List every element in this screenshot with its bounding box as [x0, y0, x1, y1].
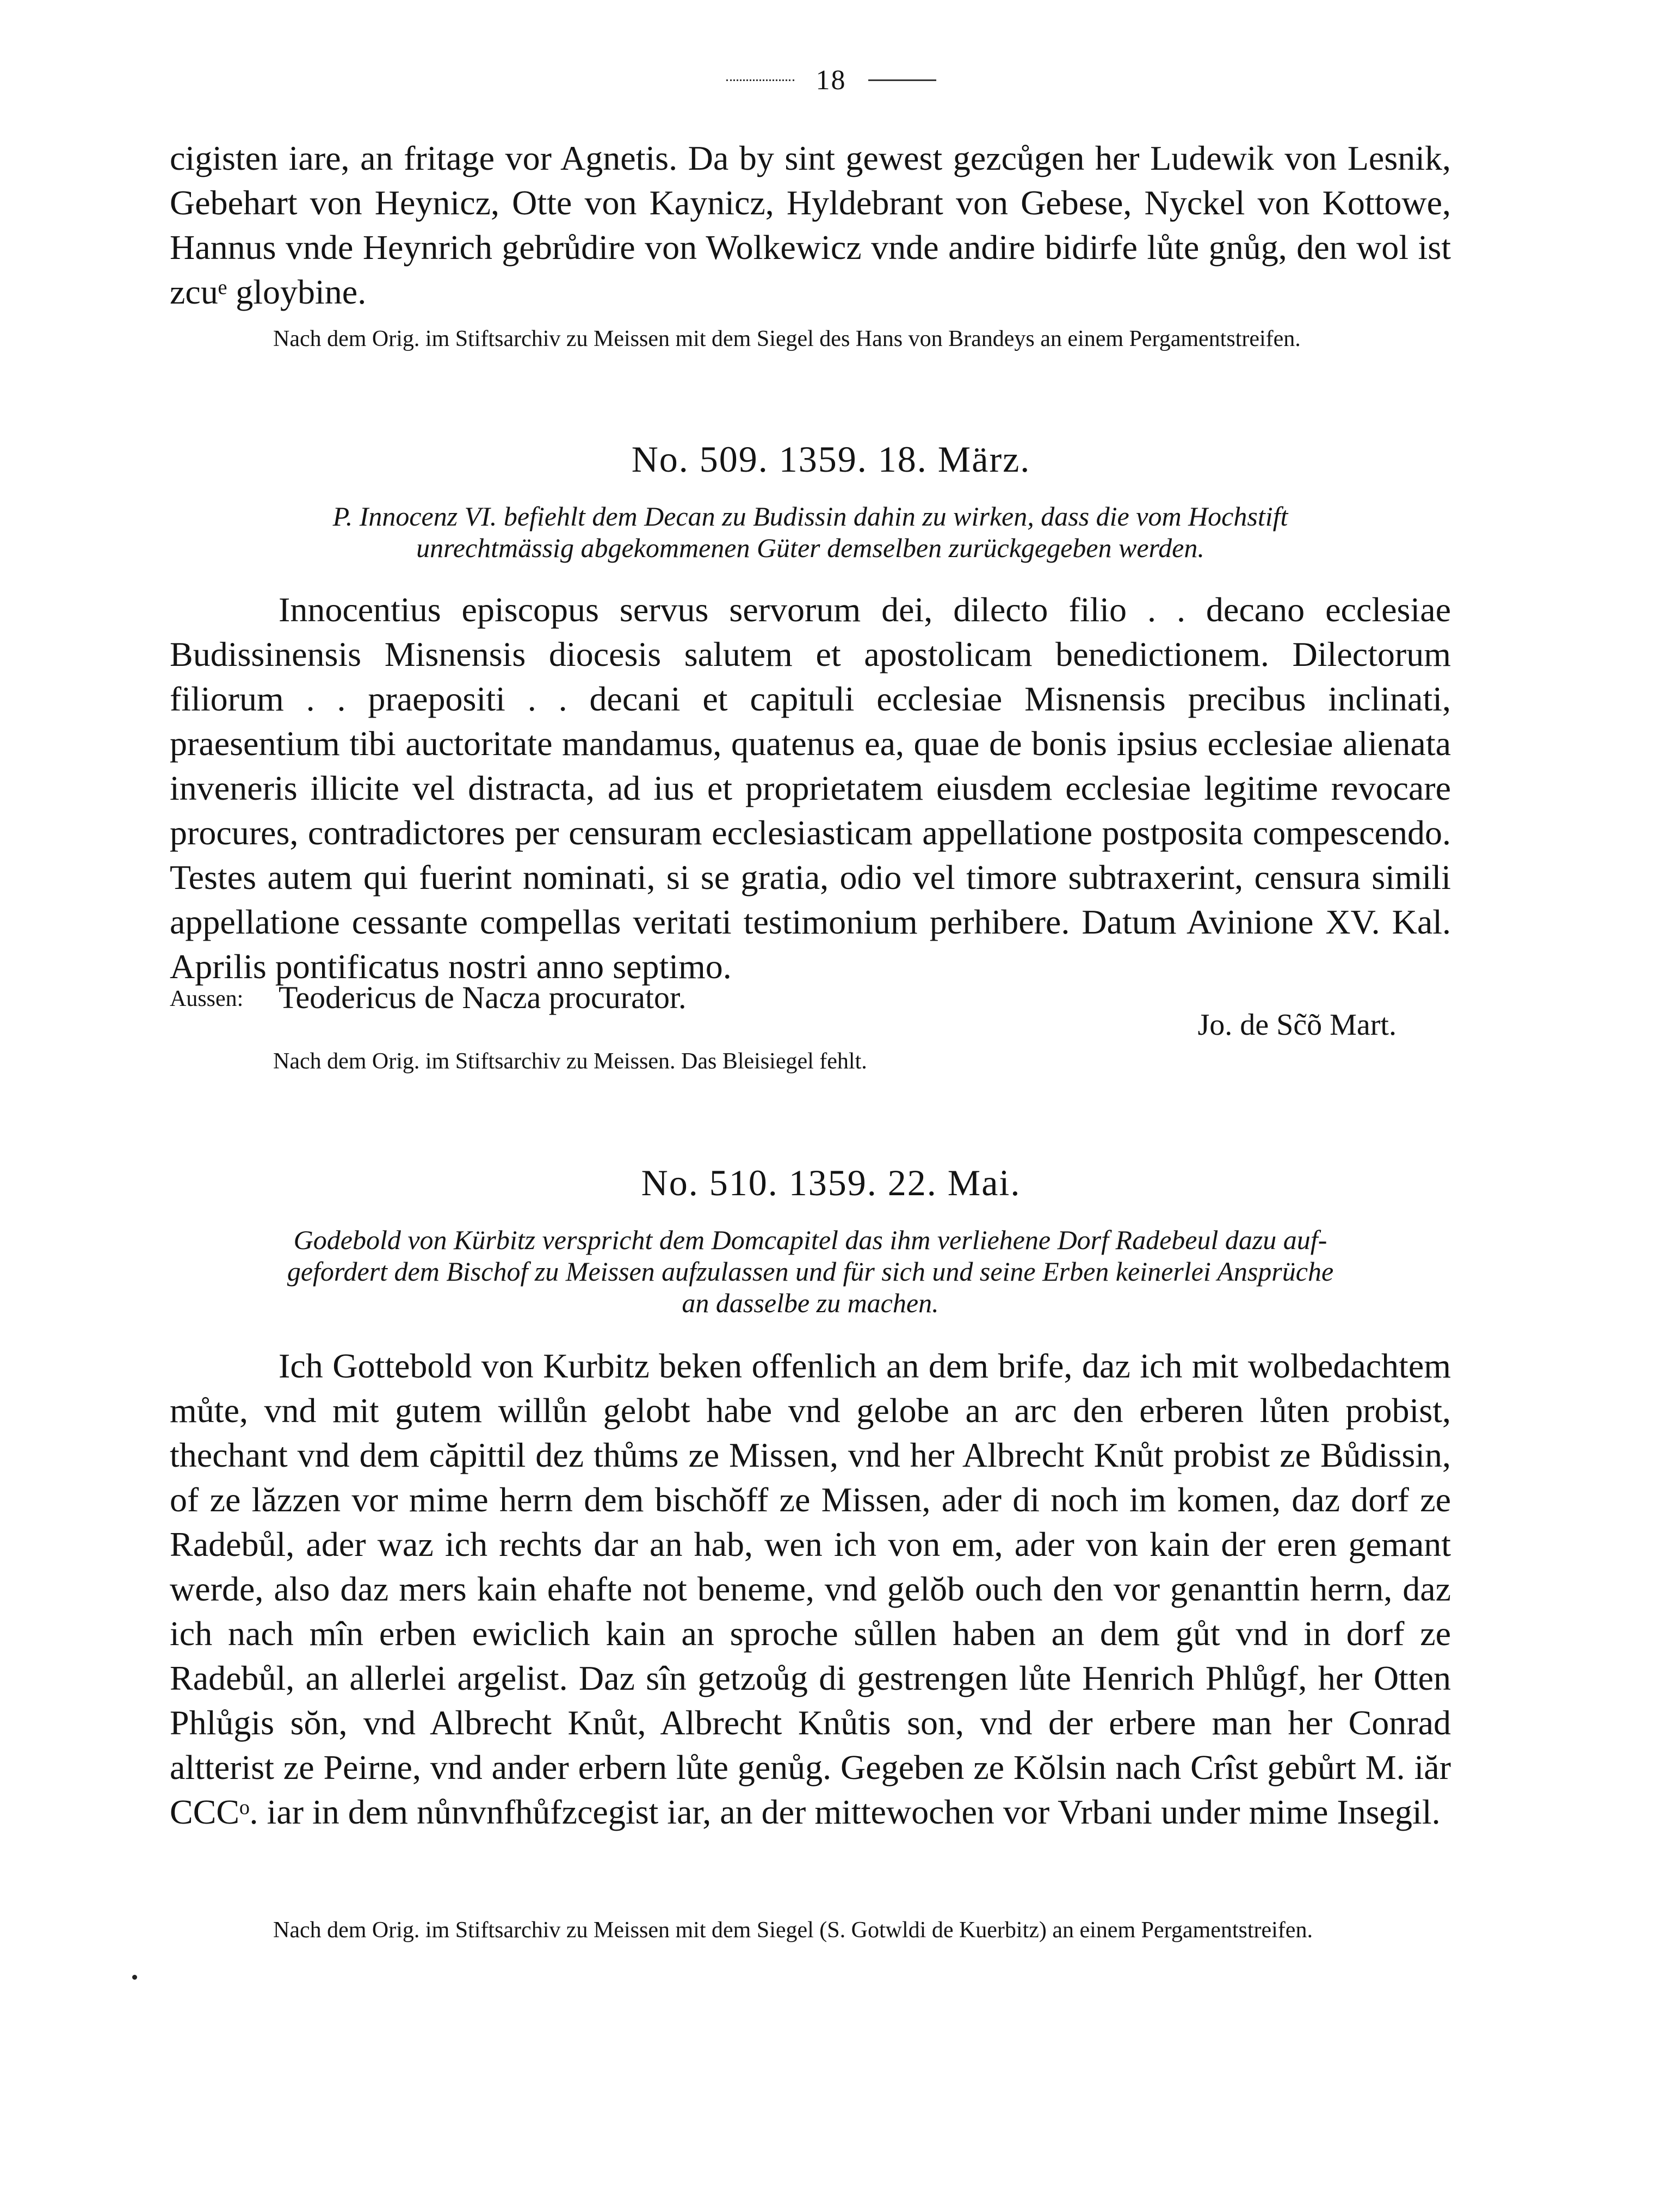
doc509-note-block — [170, 1043, 1451, 1079]
continuation-block — [170, 136, 1451, 314]
doc510-note-block — [170, 1912, 1451, 1948]
running-head — [0, 64, 1662, 96]
continuation-note-block — [170, 321, 1451, 357]
doc509-regest-line: P. Innocenz VI. befiehlt dem Decan zu Budissin dahin zu wirken, dass die vom Hochstift — [332, 501, 1288, 532]
doc509-source-note: Nach dem Orig. im Stiftsarchiv zu Meissen. Das Bleisiegel fehlt. — [273, 1049, 867, 1074]
header-rule-left — [726, 79, 794, 81]
doc509-signature: Jo. de Sc̃õ Mart. — [1197, 1008, 1397, 1042]
doc510-text: Ich Gottebold von Kurbitz beken offenlich an dem brife, daz ich mit wolbedachtem můte, vnd mit gutem willůn gelobt habe vnd gelobe an arc den erberen lůten probist, thechant vnd dem căpittil dez thůms ze Missen, vnd her Albrecht Knůt probist ze Bůdissin, of ze lăzzen vor mime herrn dem bischŏff ze Missen, ader di noch im komen, daz dorf ze Radebůl, ader waz ich rechts dar an hab, wen ich von em, ader von kain der eren gemant werde, also daz mers kain ehafte not beneme, vnd gelŏb ouch den vor genanttin herrn, daz ich nach mîn erben ewiclich kain an sproche sůllen haben an dem gůt vnd in dorf ze Radebůl, an allerlei argelist. Daz sîn getzoůg di gestrengen lůte Henrich Phlůgf, her Otten Phlůgis sŏn, vnd Albrecht Knůt, Albrecht Knůtis son, vnd der erbere man her Conrad altterist ze Peirne, vnd ander erbern lůte genůg. Gegeben ze Kŏlsin nach Crîst gebůrt M. iăr CCCᵒ. iar in dem nůnvnfhůfzcegist iar, an der mittewochen vor Vrbani under mime Insegil. — [170, 1346, 1451, 1831]
doc509-body — [170, 588, 1451, 989]
header-rule-right — [868, 79, 936, 81]
doc510-regest-line: an dasselbe zu machen. — [682, 1288, 939, 1318]
doc510-source-note: Nach dem Orig. im Stiftsarchiv zu Meissen mit dem Siegel (S. Gotwldi de Kuerbitz) an einem Pergamentstreifen. — [273, 1918, 1313, 1943]
doc510-regest — [170, 1224, 1451, 1319]
doc509-text: Innocentius episcopus servus servorum dei, dilecto filio . . decano ecclesiae Budissinensis Misnensis diocesis salutem et apostolicam benedictionem. Dilectorum filiorum . . praepositi . . decani et capituli ecclesiae Misnensis precibus inclinati, praesentium tibi auctoritate mandamus, quatenus ea, quae de bonis ipsius ecclesiae alienata inveneris illicite vel distracta, ad ius et proprietatem eiusdem ecclesiae legitime revocare procures, contradictores per censuram ecclesiasticam appellatione postposita compescendo. Testes autem qui fuerint nominati, si se gratia, odio vel timore subtraxerint, censura simili appellatione cessante compellas veritati testimonium perhibere. Datum Avinione XV. Kal. Aprilis pontificatus nostri anno septimo. — [170, 590, 1451, 986]
continuation-source-note: Nach dem Orig. im Stiftsarchiv zu Meissen mit dem Siegel des Hans von Brandeys an einem Pergamentstreifen. — [273, 326, 1301, 351]
doc510-body — [170, 1344, 1451, 1834]
doc510-regest-line: gefordert dem Bischof zu Meissen aufzulassen und für sich und seine Erben keinerlei Ansprüche — [287, 1256, 1334, 1287]
aussen-text: Teodericus de Nacza procurator. — [279, 980, 687, 1015]
aussen-label: Aussen: — [170, 986, 244, 1011]
doc509-regest-line: unrechtmässig abgekommenen Güter demselben zurückgegeben werden. — [416, 533, 1204, 563]
page-number: 18 — [815, 65, 847, 96]
doc509-regest — [170, 501, 1451, 564]
continuation-text: cigisten iare, an fritage vor Agnetis. Da by sint gewest gezcůgen her Ludewik von Lesnik, Gebehart von Heynicz, Otte von Kaynicz, Hyldebrant von Gebese, Nyckel von Kottowe, Hannus vnde Heynrich gebrůdire von Wolkewicz vnde andire bidirfe lůte gnůg, den wol ist zcuᵉ gloybine. — [170, 139, 1451, 311]
doc510-heading: No. 510. 1359. 22. Mai. — [641, 1162, 1021, 1203]
ink-speck — [132, 1975, 137, 1980]
doc509-heading: No. 509. 1359. 18. März. — [631, 438, 1031, 480]
doc510-regest-line: Godebold von Kürbitz verspricht dem Domcapitel das ihm verliehene Dorf Radebeul dazu auf- — [293, 1225, 1327, 1255]
